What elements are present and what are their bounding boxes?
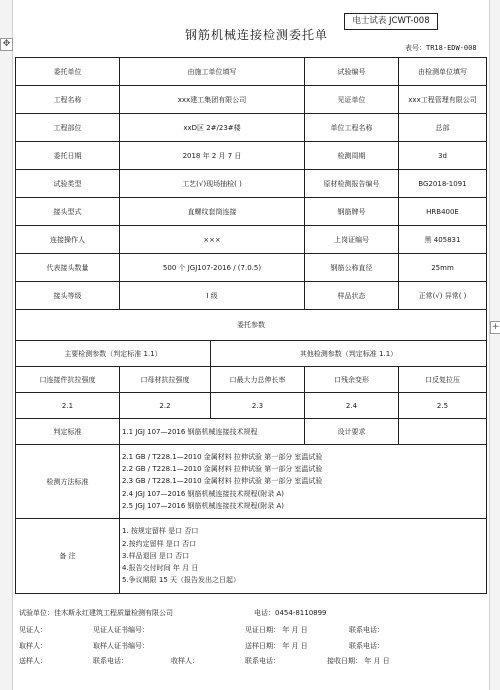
table-row	[16, 367, 487, 393]
table-row	[16, 114, 487, 142]
joint-type-label: 接头型式	[16, 198, 120, 226]
sampler-field: 取样人：	[19, 642, 47, 650]
table-row	[16, 198, 487, 226]
method-line: 2.5 JGJ 107—2016 钢筋机械连接技术规程(附录 A)	[122, 501, 285, 510]
receiver-phone-field: 联系电话：	[245, 657, 280, 665]
sender-field: 送样人：	[19, 657, 47, 665]
test-no-value[interactable]: 由检测单位填写	[399, 58, 487, 86]
table-row	[16, 142, 487, 170]
param-checkbox-1[interactable]: 口连接件抗拉强度	[16, 367, 120, 393]
joint-grade-label: 接头等级	[16, 282, 120, 310]
test-no-label: 试验编号	[305, 58, 399, 86]
cycle-value[interactable]: 3d	[399, 142, 487, 170]
table-row	[16, 519, 487, 594]
method-line: 2.3 GB / T228.1—2010 金属材料 拉伸试验 第一部分 室温试验	[122, 477, 323, 486]
witness-cert-field: 见证人证书编号：	[93, 626, 149, 634]
table-row	[16, 226, 487, 254]
criteria-label: 判定标准	[16, 419, 120, 445]
operator-label: 连接操作人	[16, 226, 120, 254]
main-params-header: 主要检测参数（判定标准 1.1）	[16, 341, 211, 367]
design-req-value[interactable]	[399, 419, 487, 445]
table-row	[16, 341, 487, 367]
project-value[interactable]: xxx建工集团有限公司	[120, 86, 305, 114]
remarks-label: 备 注	[16, 519, 120, 594]
unit-project-label: 单位工程名称	[305, 114, 399, 142]
diameter-label: 钢筋公称直径	[305, 254, 399, 282]
operator-value[interactable]: ×××	[120, 226, 305, 254]
method-line: 2.1 GB / T228.1—2010 金属材料 拉伸试验 第一部分 室温试验	[122, 452, 323, 461]
table-row	[16, 393, 487, 419]
qty-value[interactable]: 500 个 JGJ107-2016 / (7.0.5)	[120, 254, 305, 282]
param-code-2: 2.2	[120, 393, 211, 419]
date-value[interactable]: 2018 年 2 月 7 日	[120, 142, 305, 170]
methods-list	[120, 445, 487, 519]
rebar-grade-value[interactable]: HRB400E	[399, 198, 487, 226]
cert-no-label: 上岗证编号	[305, 226, 399, 254]
methods-label: 检测方法标准	[16, 445, 120, 519]
table-row	[16, 282, 487, 310]
witness-unit-label: 见证单位	[305, 86, 399, 114]
sender-phone-field: 联系电话：	[93, 657, 128, 665]
table-row	[16, 58, 487, 86]
client-label: 委托单位	[16, 58, 120, 86]
receiver-field: 收样人：	[171, 657, 199, 665]
client-value[interactable]: 由施工单位填写	[120, 58, 305, 86]
table-move-handle-icon[interactable]: ✥	[0, 38, 13, 51]
sampler-cert-field: 取样人证书编号：	[93, 642, 149, 650]
material-report-value[interactable]: BG2018-1091	[399, 170, 487, 198]
witness-date-field: 见证日期： 年 月 日	[245, 626, 308, 634]
param-code-5: 2.5	[399, 393, 487, 419]
cycle-label: 检测周期	[305, 142, 399, 170]
param-code-1: 2.1	[16, 393, 120, 419]
table-row	[16, 86, 487, 114]
table-row	[16, 419, 487, 445]
param-checkbox-2[interactable]: 口母材抗拉强度	[120, 367, 211, 393]
sampler-contact-field: 联系电话：	[349, 642, 384, 650]
diameter-value[interactable]: 25mm	[399, 254, 487, 282]
cert-no-value[interactable]: 黑 405831	[399, 226, 487, 254]
params-title: 委托参数	[16, 310, 487, 341]
date-label: 委托日期	[16, 142, 120, 170]
param-checkbox-4[interactable]: 口残余变形	[305, 367, 399, 393]
lab-name: 试验单位：佳木斯永红建筑工程质量检测有限公司	[19, 609, 173, 617]
param-checkbox-3[interactable]: 口最大力总伸长率	[211, 367, 305, 393]
joint-type-value[interactable]: 直螺纹套筒连接	[120, 198, 305, 226]
part-label: 工程部位	[16, 114, 120, 142]
sample-state-value[interactable]: 正常(√) 异常( )	[399, 282, 487, 310]
material-report-label: 原材检测报告编号	[305, 170, 399, 198]
param-code-3: 2.3	[211, 393, 305, 419]
table-row	[16, 254, 487, 282]
witness-unit-value[interactable]: xxx工程管理有限公司	[399, 86, 487, 114]
sample-state-label: 样品状态	[305, 282, 399, 310]
unit-project-value[interactable]: 总部	[399, 114, 487, 142]
other-params-header: 其他检测参数（判定标准 1.1）	[211, 341, 487, 367]
lab-phone: 电话：0454-8110899	[254, 609, 327, 617]
witness-field: 见证人：	[19, 626, 47, 634]
test-type-label: 试验类型	[16, 170, 120, 198]
joint-grade-value[interactable]: I 级	[120, 282, 305, 310]
remark-line: 2.按约定留样 是口 否口	[122, 539, 197, 548]
page-title: 钢筋机械连接检测委托单	[185, 28, 329, 42]
method-line: 2.4 JGJ 107—2016 钢筋机械连接技术规程(附录 A)	[122, 489, 285, 498]
table-row	[16, 445, 487, 519]
rebar-grade-label: 钢筋牌号	[305, 198, 399, 226]
send-date-field: 送样日期： 年 月 日	[245, 642, 308, 650]
remark-line: 4.报告交付时间 年 月 日	[122, 564, 199, 573]
part-value[interactable]: xxD区 2#/23#楼	[120, 114, 305, 142]
witness-contact-field: 联系电话：	[349, 626, 384, 634]
remark-line: 3.样品退回 是口 否口	[122, 551, 190, 560]
method-line: 2.2 GB / T228.1—2010 金属材料 拉伸试验 第一部分 室温试验	[122, 465, 323, 474]
remark-line: 1. 按规定留样 是口 否口	[122, 527, 199, 536]
form-code-box: 电士试表 JCWT-008	[344, 13, 438, 30]
table-row	[16, 310, 487, 341]
add-column-icon[interactable]: +	[491, 322, 500, 332]
project-label: 工程名称	[16, 86, 120, 114]
remarks-list	[120, 519, 487, 594]
qty-label: 代表接头数量	[16, 254, 120, 282]
criteria-value: 1.1 JGJ 107—2016 钢筋机械连接技术规程	[120, 419, 305, 445]
remark-line: 5.争议期限 15 天（报告发出之日起）	[122, 576, 241, 585]
test-type-value[interactable]: 工艺(√)现场抽检( )	[120, 170, 305, 198]
param-code-4: 2.4	[305, 393, 399, 419]
receive-date-field: 接收日期： 年 月 日	[327, 657, 390, 665]
param-checkbox-5[interactable]: 口反复拉压	[399, 367, 487, 393]
table-number: 表号：TR18-EDW-008	[405, 44, 477, 52]
design-req-label: 设计要求	[305, 419, 399, 445]
commission-table	[15, 57, 487, 594]
table-row	[16, 170, 487, 198]
